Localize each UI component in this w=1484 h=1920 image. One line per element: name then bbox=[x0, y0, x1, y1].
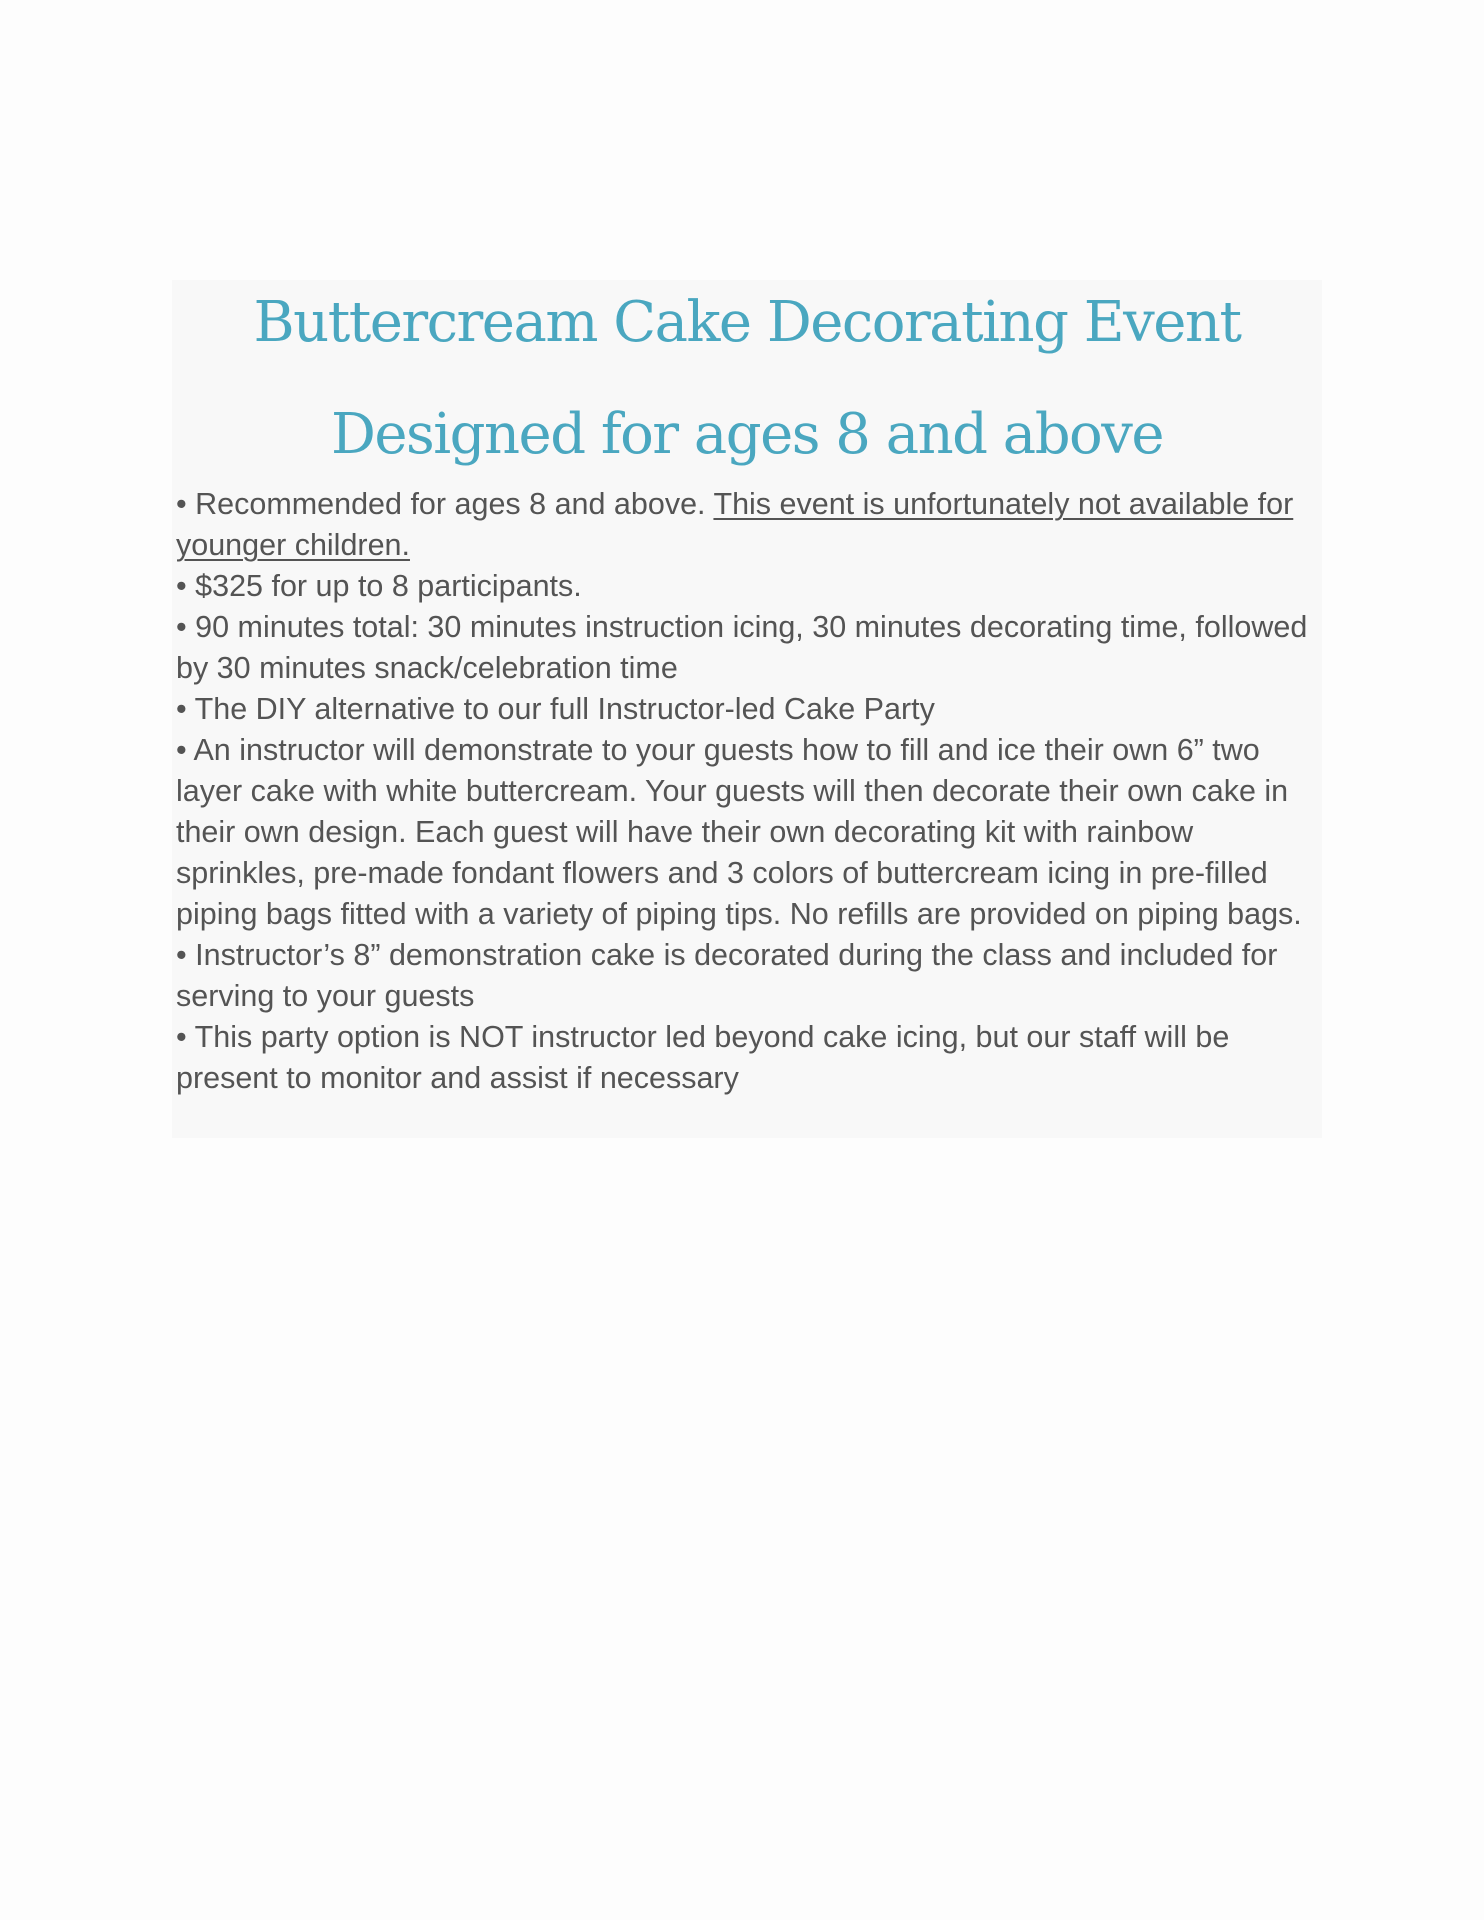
bullet-demo-cake: • Instructor’s 8” demonstration cake is decorated during the class and included for serving to your guests bbox=[176, 938, 1278, 1013]
bullet-instructor-demo: • An instructor will demonstrate to your guests how to fill and ice their own 6” two layer cake with white buttercream. Your guests will then decorate their own cake in their own design. Each guest will have their own decorating kit with rainbow sprinkles, pre-made fondant flowers and 3 colors of buttercream icing in pre-filled piping bags fitted with a variety of piping tips. No refills are provided on piping bags. bbox=[176, 733, 1302, 931]
event-title: Buttercream Cake Decorating Event bbox=[253, 290, 1241, 355]
event-details bbox=[176, 484, 1321, 1099]
bullet-diy-alternative: • The DIY alternative to our full Instructor-led Cake Party bbox=[176, 692, 935, 726]
bullet-duration: • 90 minutes total: 30 minutes instruction icing, 30 minutes decorating time, followed by 30 minutes snack/celebration time bbox=[176, 610, 1308, 685]
bullet-age-recommendation bbox=[176, 484, 1321, 566]
bullet-price: • $325 for up to 8 participants. bbox=[176, 569, 582, 603]
bullet-staff-assist: • This party option is NOT instructor led beyond cake icing, but our staff will be present to monitor and assist if necessary bbox=[176, 1020, 1230, 1095]
event-description-panel bbox=[172, 280, 1322, 1138]
age-restriction-note: This event is unfortunately not available for younger children. bbox=[176, 487, 1294, 562]
event-subtitle: Designed for ages 8 and above bbox=[330, 402, 1164, 467]
bullet-age-lead: • Recommended for ages 8 and above. bbox=[176, 487, 714, 521]
